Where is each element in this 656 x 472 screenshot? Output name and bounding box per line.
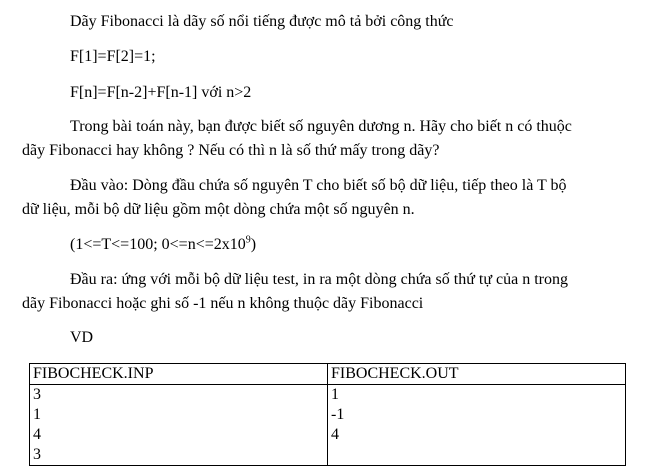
constraints-main: (1<=T<=100; 0<=n<=2x10: [70, 236, 246, 253]
formula-recurrence: F[n]=F[n-2]+F[n-1] với n>2: [70, 84, 252, 101]
table-row: [30, 385, 626, 466]
input-line: 1: [33, 406, 41, 423]
input-line: 4: [33, 426, 41, 443]
input-line: 3: [33, 446, 41, 463]
example-io-table: [29, 363, 626, 466]
input-cell: [30, 385, 328, 466]
output-line: 4: [331, 426, 339, 443]
constraints: [70, 235, 256, 255]
problem-text-line-2: dãy Fibonacci hay không ? Nếu có thì n là số thứ mấy trong dãy?: [22, 142, 440, 159]
constraints-exponent: 9: [245, 234, 251, 246]
example-label: VD: [70, 329, 94, 346]
formula-base: F[1]=F[2]=1;: [70, 48, 156, 65]
output-file-header: FIBOCHECK.OUT: [328, 364, 626, 385]
input-line: 3: [33, 386, 41, 403]
problem-text-line-1: Trong bài toán này, bạn được biết số nguyên dương n. Hãy cho biết n có thuộc: [70, 118, 572, 135]
input-spec-line-2: dữ liệu, mỗi bộ dữ liệu gồm một dòng chứa một số nguyên n.: [22, 201, 415, 218]
constraints-close: ): [250, 236, 257, 253]
output-line: 1: [331, 386, 339, 403]
output-line: -1: [331, 406, 345, 423]
input-file-header: FIBOCHECK.INP: [30, 364, 328, 385]
intro-text: Dãy Fibonacci là dãy số nổi tiếng được mô tả bởi công thức: [70, 13, 454, 30]
input-spec-line-1: Đầu vào: Dòng đầu chứa số nguyên T cho biết số bộ dữ liệu, tiếp theo là T bộ: [70, 177, 567, 194]
table-header-row: [30, 364, 626, 385]
output-cell: [328, 385, 626, 466]
output-spec-line-2: dãy Fibonacci hoặc ghi số -1 nếu n không thuộc dãy Fibonacci: [22, 295, 424, 312]
output-spec-line-1: Đầu ra: ứng với mỗi bộ dữ liệu test, in ra một dòng chứa số thứ tự của n trong: [70, 271, 568, 288]
